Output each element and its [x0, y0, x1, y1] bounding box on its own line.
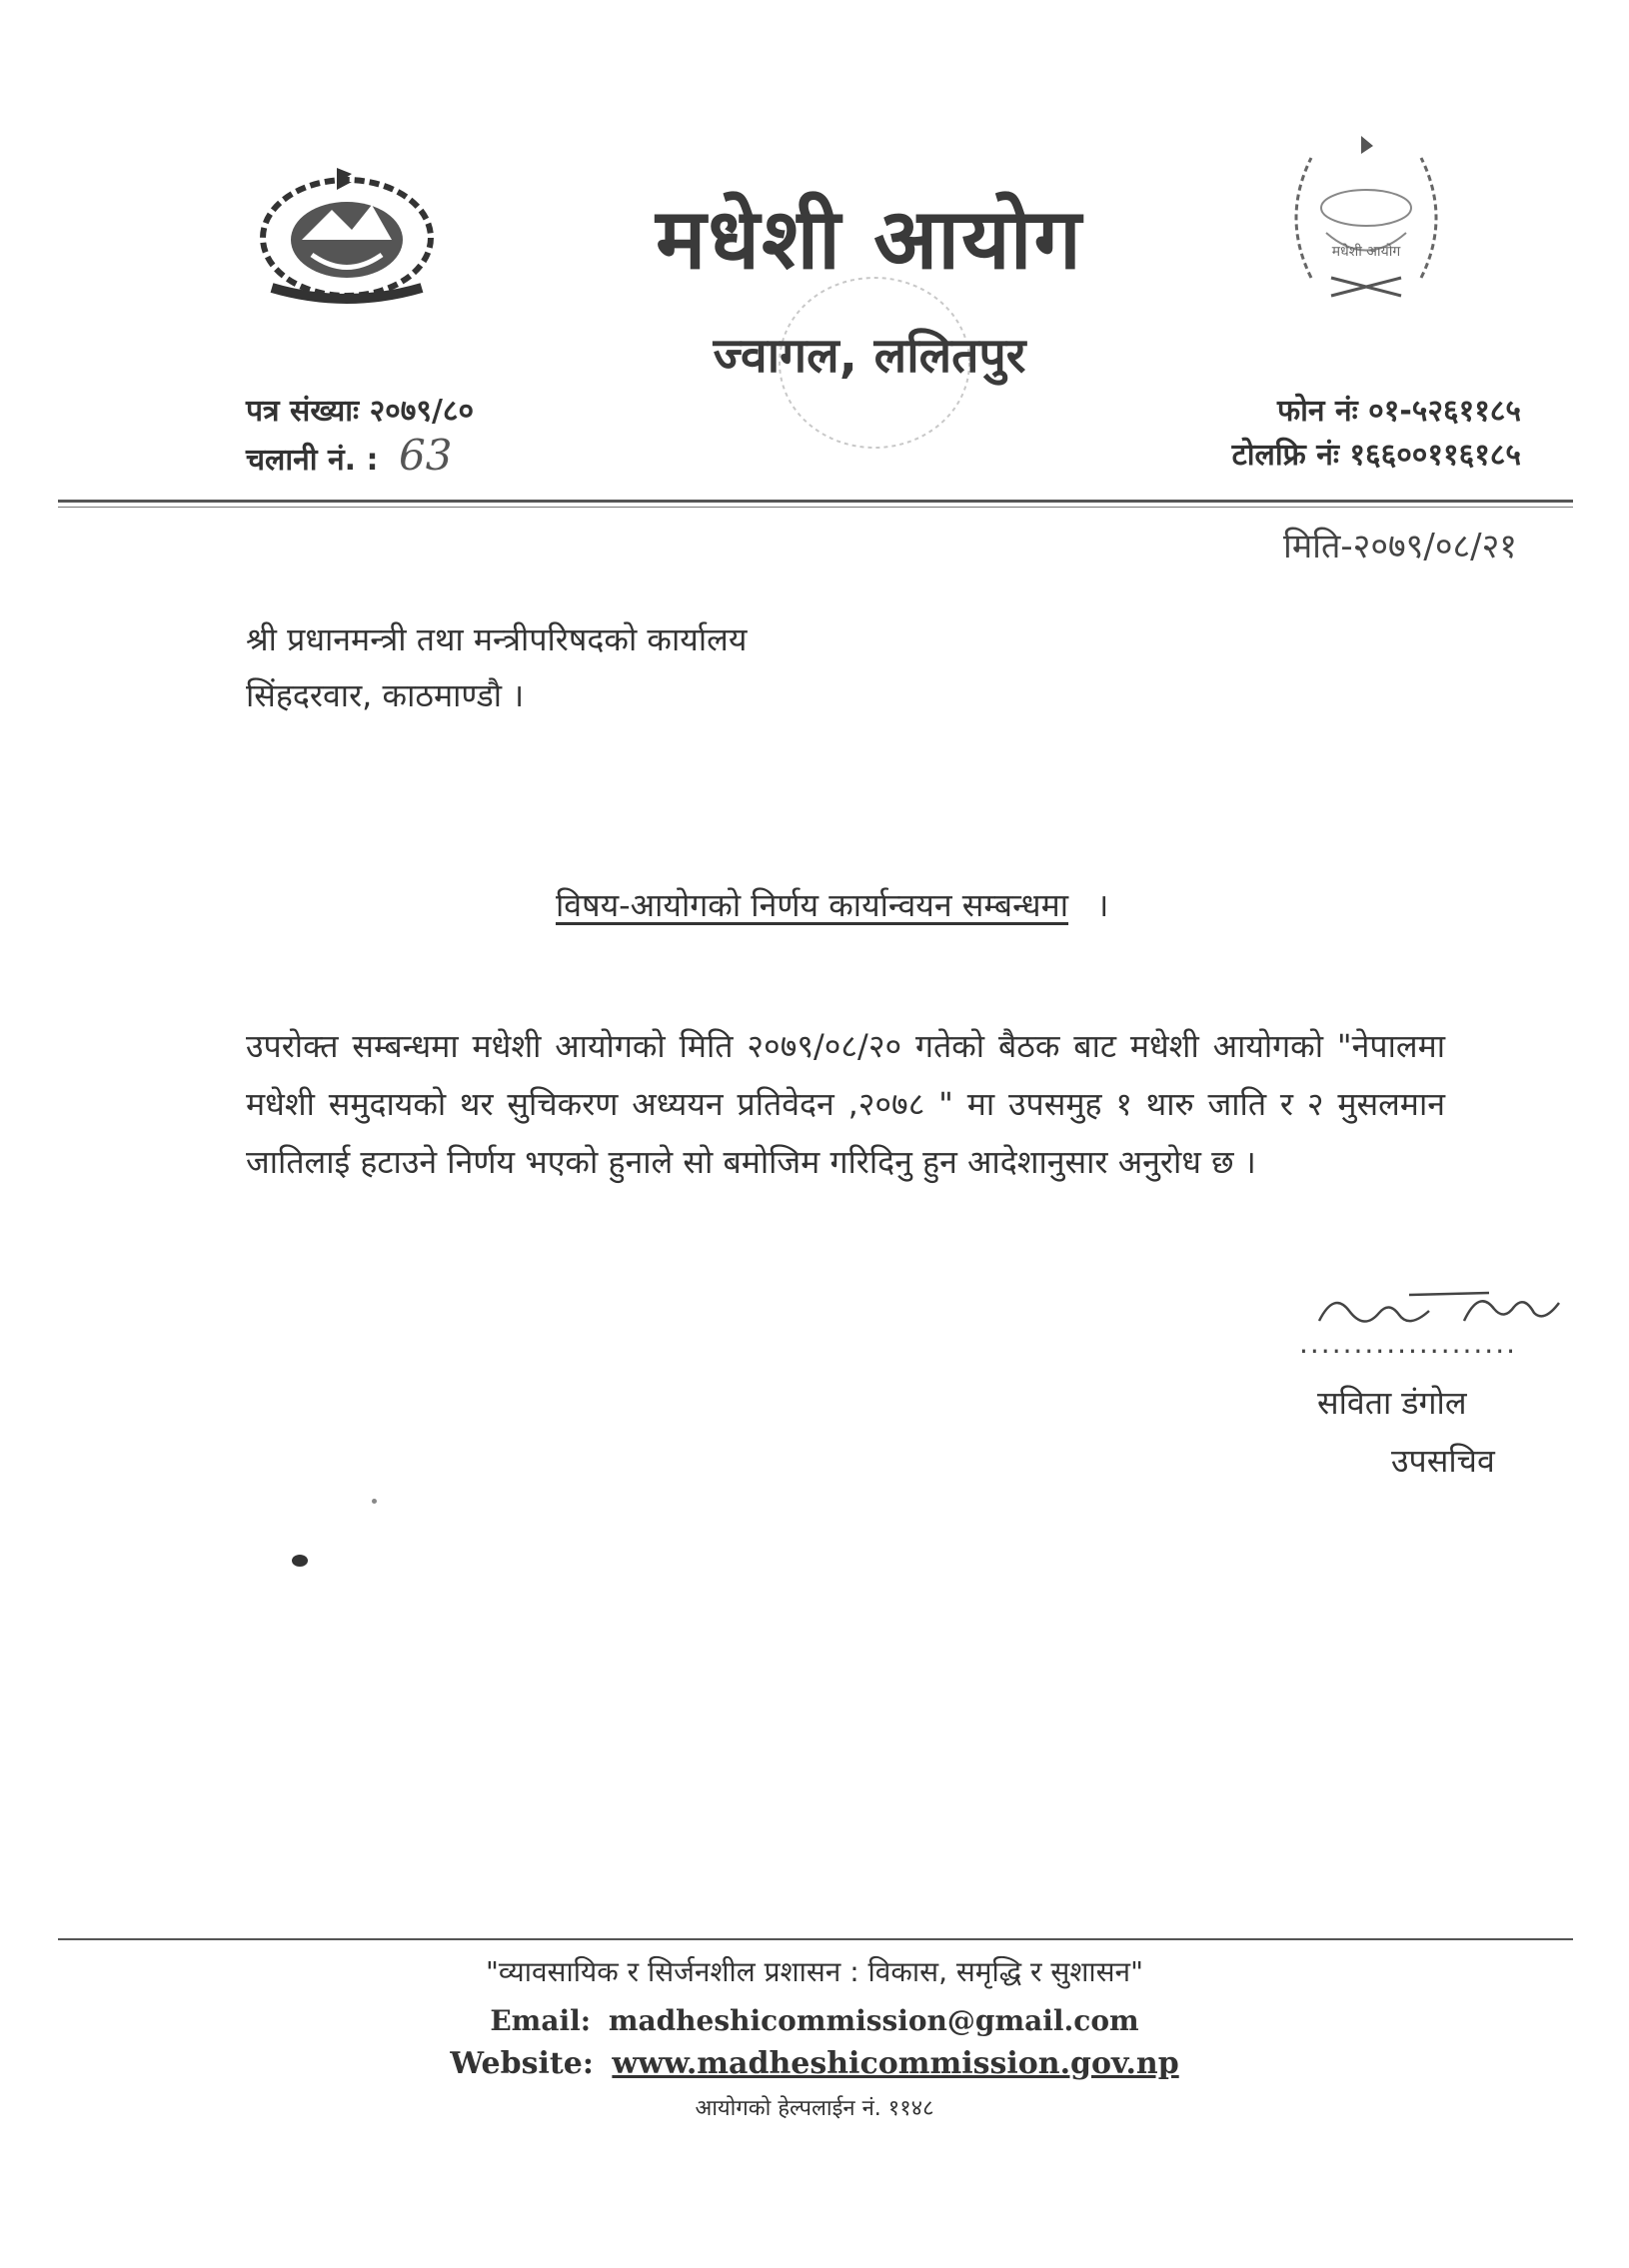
seal-text: मधेशी आयोग: [1331, 244, 1401, 260]
tollfree-label: टोलफ्रि नंः: [1231, 438, 1339, 473]
footer-helpline: आयोगको हेल्पलाईन नं. ११४८: [695, 2096, 934, 2121]
signature-line: ....................: [1299, 1327, 1518, 1360]
letter-body: उपरोक्त सम्बन्धमा मधेशी आयोगको मिति २०७९/०८/२० गतेको बैठक बाट मधेशी आयोगको "नेपालमा मधेशी समुदायको थर सुचिकरण अध्ययन प्रतिवेदन ,२०७८ " मा उपसमुह १ थारु जाति र २ मुसलमान जातिलाई हटाउने निर्णय भएको हुनाले सो बमोजिम गरिदिनु हुन आदेशानुसार अनुरोध छ ।: [246, 1027, 1445, 1181]
website-link[interactable]: www.madheshicommission.gov.np: [612, 2046, 1179, 2081]
letter-date: मिति-२०७९/०८/२१: [1283, 527, 1517, 567]
footer-divider: [58, 1938, 1573, 1940]
scan-speck: [372, 1499, 377, 1504]
recipient-line-2: सिंहदरवार, काठमाण्डौ ।: [246, 676, 525, 714]
dispatch-number-label: चलानी नं. :: [246, 443, 379, 478]
subject-text: विषय-आयोगको निर्णय कार्यान्वयन सम्बन्धमा: [556, 886, 1069, 924]
tollfree-value: १६६००११६१८५: [1349, 438, 1521, 473]
commission-location: ज्वागल, ललितपुर: [713, 328, 1026, 384]
recipient-address: [246, 611, 747, 723]
letter-meta-left: [246, 390, 474, 483]
letter-number: [246, 390, 474, 434]
letter-meta-right: [1232, 390, 1521, 478]
commission-title: मधेशी आयोग: [656, 190, 1083, 288]
email-address[interactable]: madheshicommission@gmail.com: [608, 2004, 1139, 2037]
dispatch-number-value: 63: [398, 431, 453, 480]
header-divider-thin: [58, 507, 1573, 508]
tollfree-number: [1232, 434, 1521, 478]
email-label: Email:: [490, 2004, 592, 2037]
phone-number: [1232, 390, 1521, 434]
signatory-designation: उपसचिव: [1391, 1442, 1495, 1480]
footer-motto: "व्यावसायिक र सिर्जनशील प्रशासन : विकास, समृद्धि र सुशासन": [486, 1955, 1143, 1988]
madheshi-commission-seal-icon: [1281, 128, 1451, 303]
header-divider: [58, 500, 1573, 503]
phone-value: ०१-५२६११८५: [1368, 394, 1521, 429]
letter-number-value: २०७९/८०: [369, 394, 475, 429]
recipient-line-1: श्री प्रधानमन्त्री तथा मन्त्रीपरिषदको कार्यालय: [246, 620, 748, 658]
signatory-name: सविता डंगोल: [1317, 1384, 1467, 1422]
footer-email: [0, 2004, 1629, 2037]
footer-website: [0, 2046, 1629, 2081]
phone-label: फोन नंः: [1276, 394, 1358, 429]
subject-end: ।: [1096, 886, 1109, 924]
dispatch-number: [246, 431, 474, 483]
nepal-government-emblem-icon: [252, 160, 442, 310]
scan-speck: [292, 1555, 308, 1567]
website-label: Website:: [450, 2046, 594, 2081]
letter-number-label: पत्र संख्याः: [246, 394, 360, 429]
letter-subject: [556, 883, 1108, 926]
